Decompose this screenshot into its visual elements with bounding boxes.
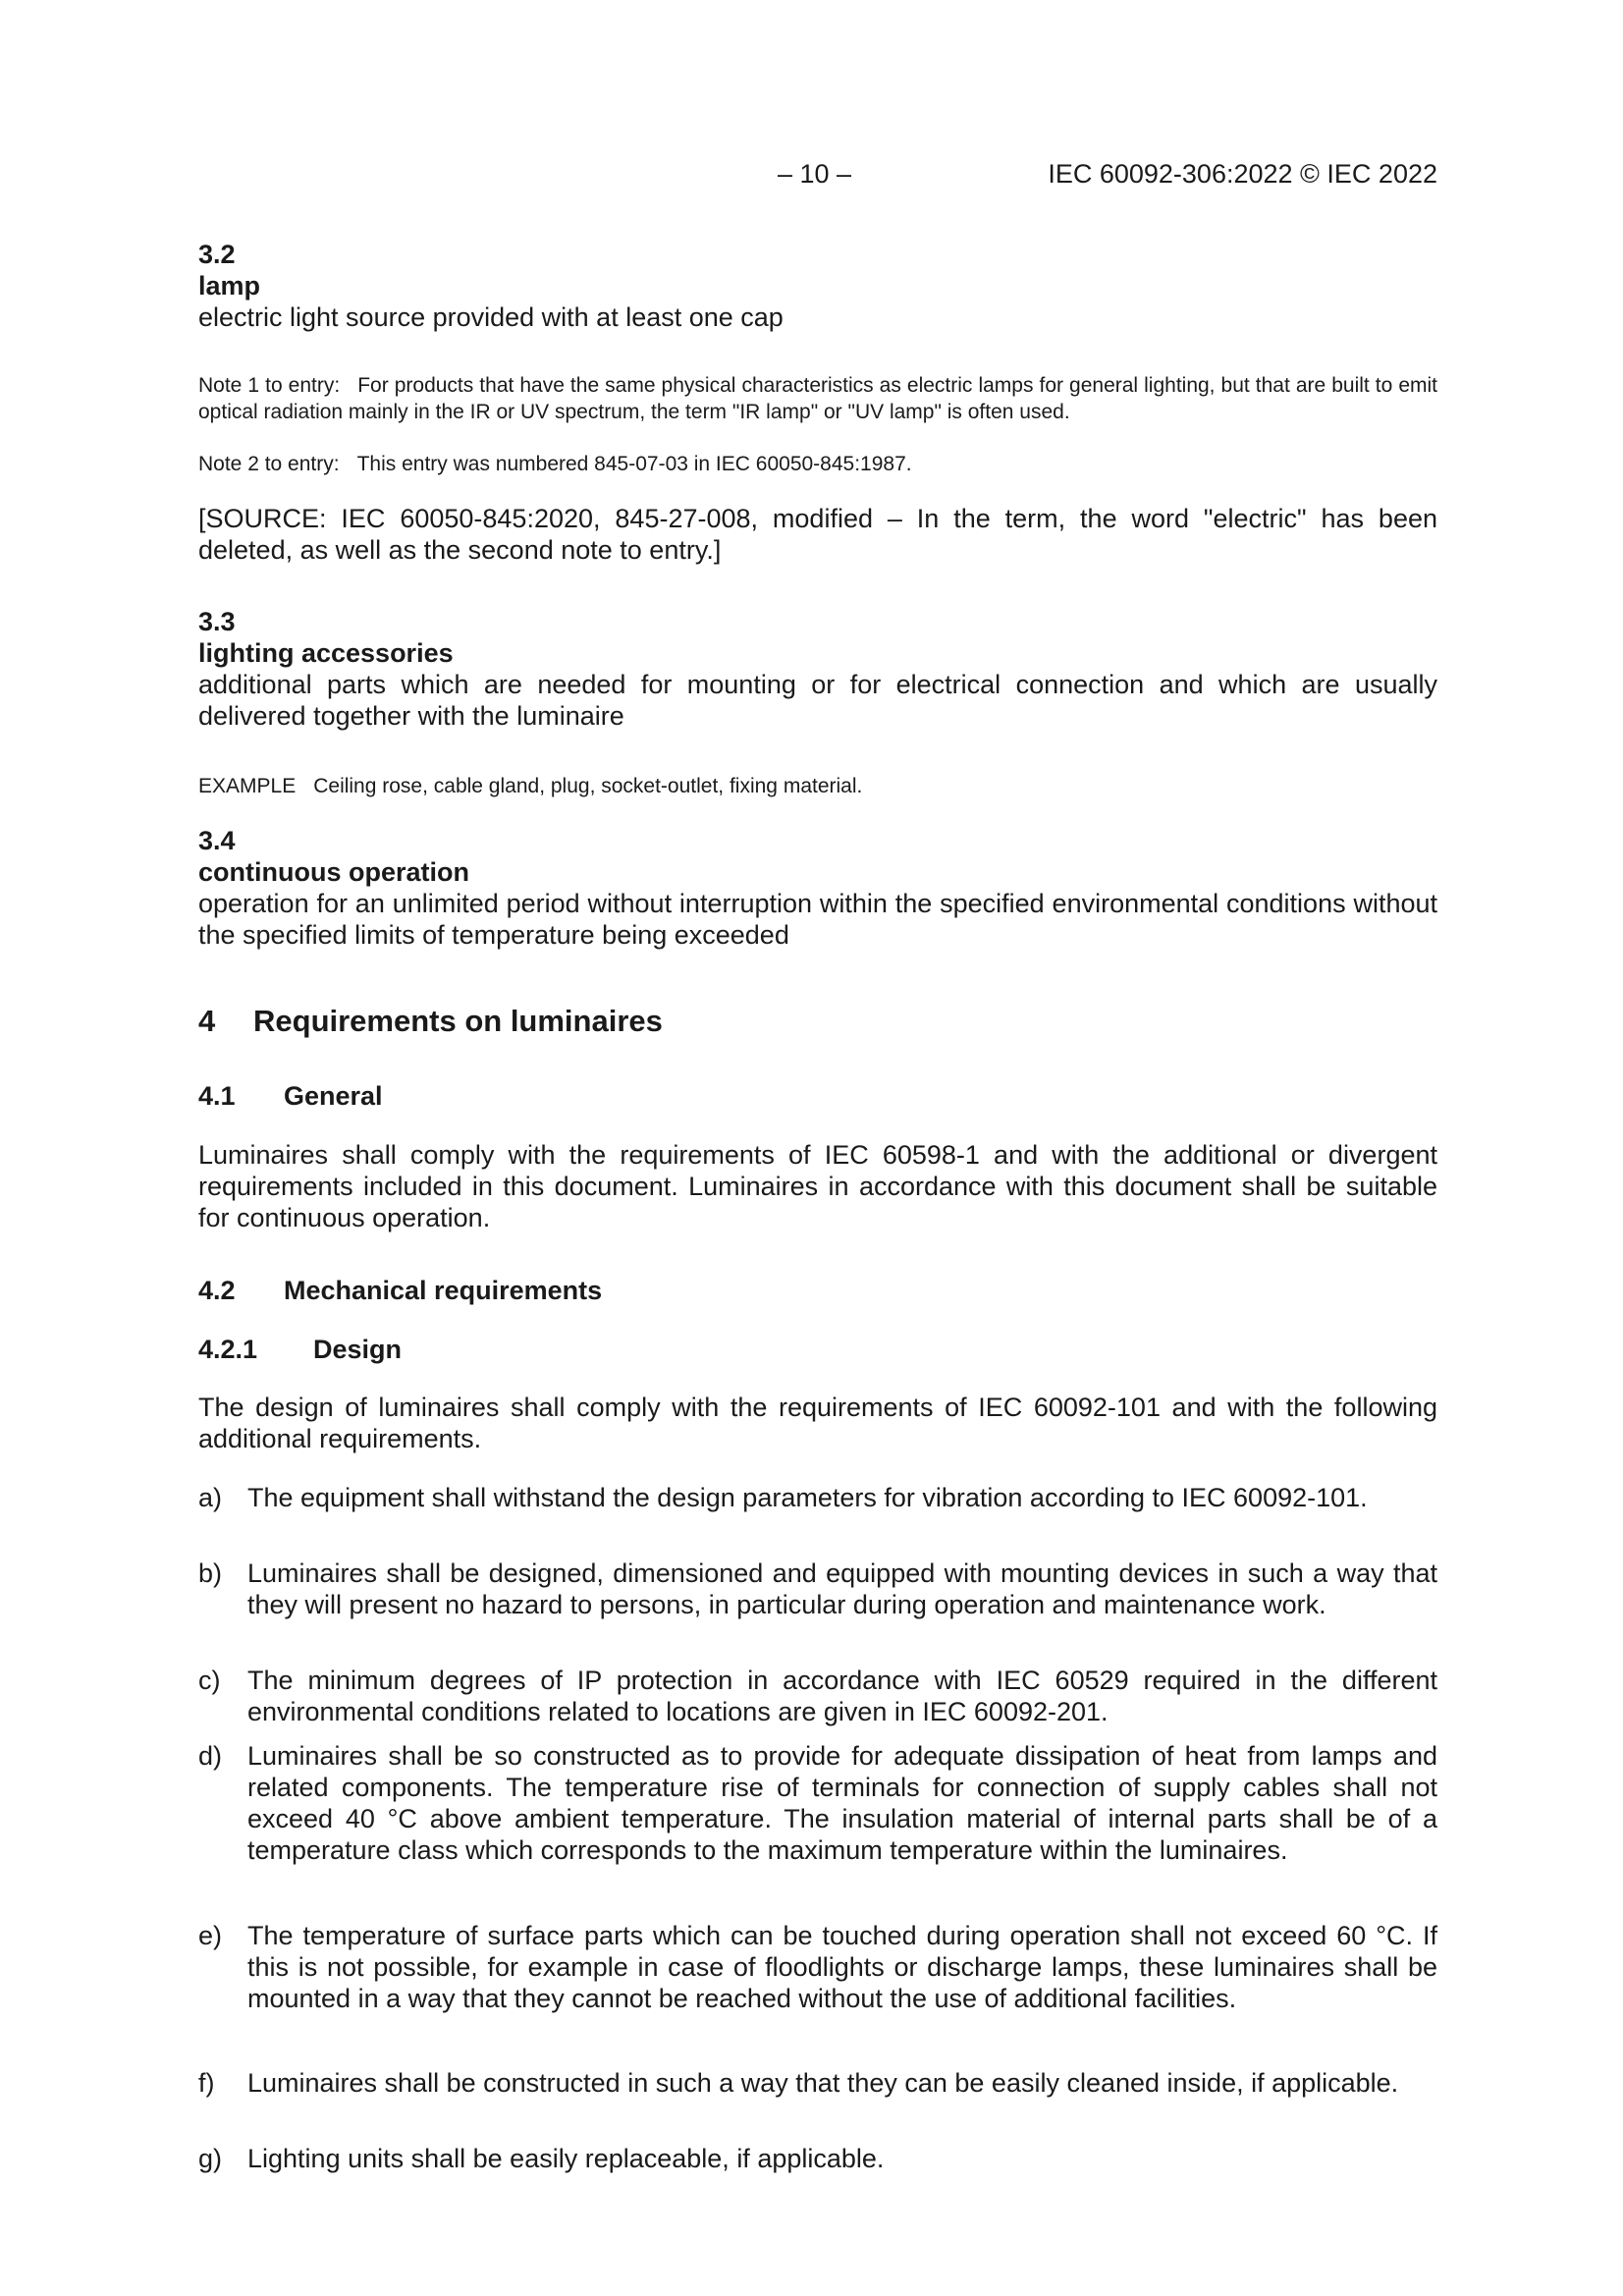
- note-label: Note 2 to entry:: [198, 453, 340, 475]
- heading-section-4-1: [198, 1080, 1437, 1112]
- term-definition: additional parts which are needed for mounting or for electrical connection and which are usually delivered together with the luminaire: [198, 670, 1437, 731]
- section-number: 4.2.1: [198, 1335, 258, 1364]
- section-title: Design: [313, 1335, 403, 1364]
- note-to-entry-2: [198, 451, 1437, 477]
- list-item: [198, 1740, 1437, 1866]
- list-item-text: Luminaires shall be constructed in such a way that they can be easily cleaned inside, if applicable.: [247, 2068, 1399, 2098]
- list-marker: g): [198, 2144, 223, 2173]
- term-entry-3-3: [198, 606, 1437, 732]
- paragraph-design-intro: The design of luminaires shall comply with the requirements of IEC 60092-101 and with the following additional requirements.: [198, 1393, 1437, 1453]
- term-definition: electric light source provided with at least one cap: [198, 302, 784, 332]
- list-item-text: Luminaires shall be designed, dimensioned and equipped with mounting devices in such a way that they will present no hazard to persons, in particular during operation and maintenance work.: [247, 1558, 1437, 1619]
- list-item-text: Lighting units shall be easily replaceable, if applicable.: [247, 2144, 885, 2173]
- page-number: – 10 –: [778, 159, 852, 189]
- heading-section-4: [198, 1004, 1437, 1039]
- list-marker: a): [198, 1483, 223, 1512]
- source-reference: [SOURCE: IEC 60050-845:2020, 845-27-008, modified – In the term, the word "electric" has been deleted, as well as the second note to entry.]: [198, 504, 1437, 565]
- term-definition: operation for an unlimited period without interruption within the specified environmental conditions without the specified limits of temperature being exceeded: [198, 889, 1437, 950]
- section-title: Mechanical requirements: [284, 1276, 603, 1305]
- document-reference: IEC 60092-306:2022 © IEC 2022: [1048, 159, 1437, 189]
- note-to-entry-1: [198, 372, 1437, 425]
- term-number: 3.2: [198, 240, 236, 269]
- section-number: 4.1: [198, 1081, 236, 1111]
- heading-section-4-2: [198, 1275, 1437, 1306]
- list-item: [198, 2143, 1437, 2174]
- term-entry-3-2: [198, 239, 1437, 333]
- list-marker: e): [198, 1921, 223, 1950]
- list-item-text: The minimum degrees of IP protection in accordance with IEC 60529 required in the different environmental conditions related to locations are given in IEC 60092-201.: [247, 1666, 1437, 1726]
- list-item: [198, 2067, 1437, 2099]
- term-name: continuous operation: [198, 857, 469, 887]
- list-marker: f): [198, 2068, 215, 2098]
- heading-section-4-2-1: [198, 1334, 1437, 1365]
- section-number: 4.2: [198, 1276, 236, 1305]
- note-text: For products that have the same physical characteristics as electric lamps for general lighting, but that are built to emit optical radiation mainly in the IR or UV spectrum, the term "IR lamp" or "UV lamp" is often used.: [198, 374, 1437, 423]
- term-name: lamp: [198, 271, 261, 301]
- note-text: This entry was numbered 845-07-03 in IEC 60050-845:1987.: [356, 453, 912, 475]
- page-header: [198, 159, 1437, 198]
- section-title: Requirements on luminaires: [253, 1004, 663, 1038]
- document-page: [198, 0, 1437, 2296]
- list-item: [198, 1920, 1437, 2014]
- note-label: Note 1 to entry:: [198, 374, 341, 397]
- list-marker: b): [198, 1558, 223, 1588]
- list-item: [198, 1665, 1437, 1727]
- example-text: Ceiling rose, cable gland, plug, socket-outlet, fixing material.: [313, 775, 863, 797]
- example-label: EXAMPLE: [198, 775, 297, 797]
- section-title: General: [284, 1081, 383, 1111]
- list-item: [198, 1558, 1437, 1620]
- list-marker: d): [198, 1741, 223, 1771]
- example-note: [198, 773, 1437, 799]
- list-item-text: Luminaires shall be so constructed as to provide for adequate dissipation of heat from lamps and related components. The temperature rise of terminals for connection of supply cables shall not exceed 40 °C above ambient temperature. The insulation material of internal parts shall be of a temperature class which corresponds to the maximum temperature within the luminaires.: [247, 1741, 1437, 1865]
- section-number: 4: [198, 1004, 216, 1038]
- list-item-text: The equipment shall withstand the design parameters for vibration according to IEC 60092-101.: [247, 1483, 1368, 1512]
- list-marker: c): [198, 1666, 221, 1695]
- paragraph-general: Luminaires shall comply with the requirements of IEC 60598-1 and with the additional or divergent requirements included in this document. Luminaires in accordance with this document shall be suitable for continuous operation.: [198, 1140, 1437, 1232]
- term-number: 3.3: [198, 607, 236, 636]
- term-name: lighting accessories: [198, 638, 454, 668]
- list-item-text: The temperature of surface parts which can be touched during operation shall not exceed 60 °C. If this is not possible, for example in case of floodlights or discharge lamps, these luminaires shall be mounted in a way that they cannot be reached without the use of additional facilities.: [247, 1921, 1437, 2013]
- term-number: 3.4: [198, 826, 236, 855]
- list-item: [198, 1482, 1437, 1513]
- term-entry-3-4: [198, 825, 1437, 951]
